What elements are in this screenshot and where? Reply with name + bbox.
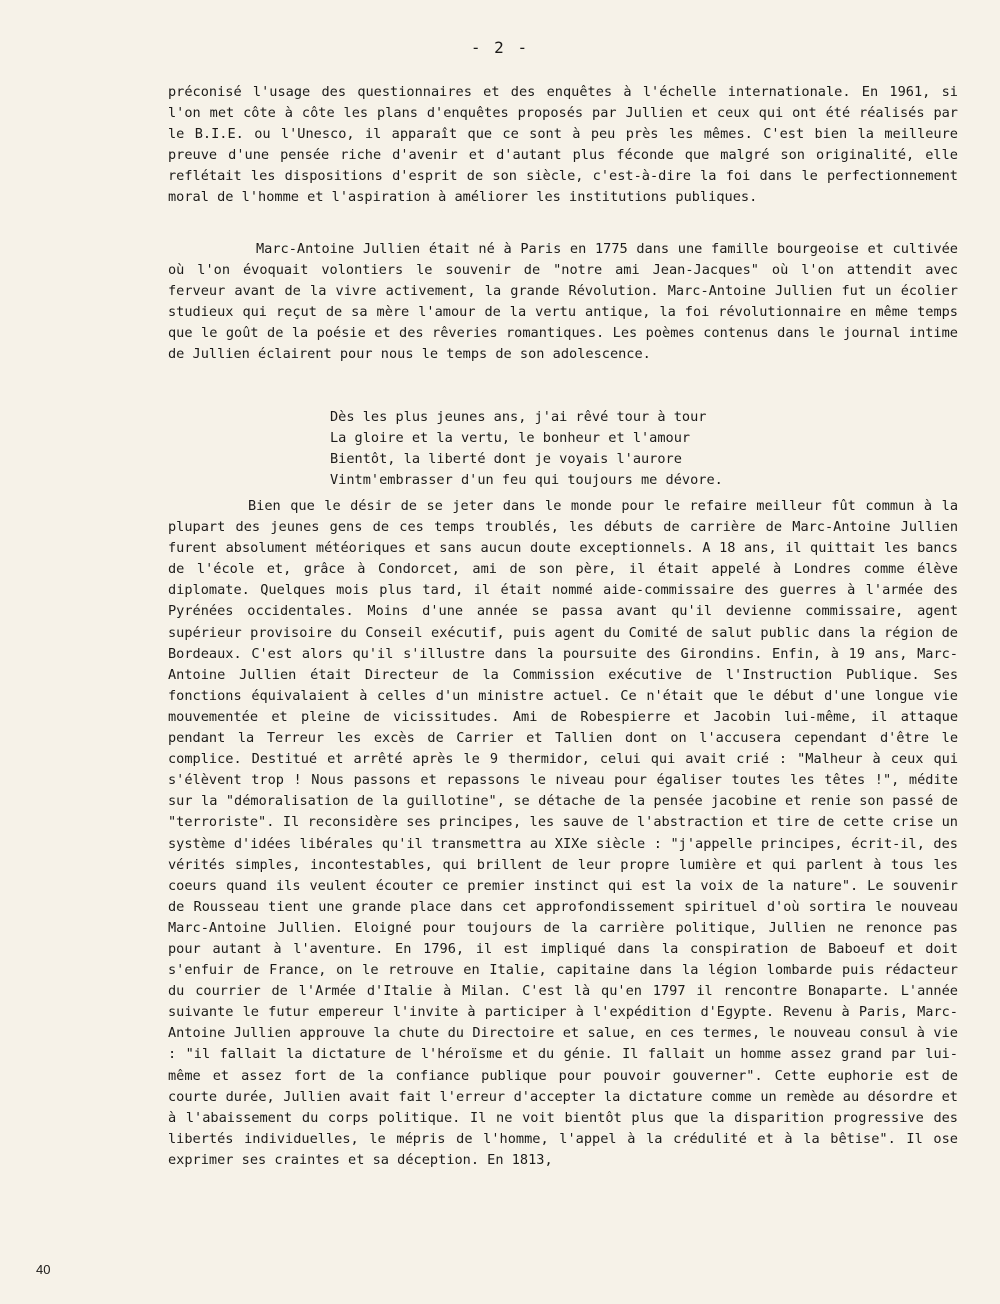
poem-line: Vintm'embrasser d'un feu qui toujours me dévore. [330, 472, 723, 488]
paragraph: préconisé l'usage des questionnaires et des enquêtes à l'échelle internationale. En 1961, si l'on met côte à côte les plans d'enquêtes proposés par Jullien et ceux qui ont été réalisés par le B.I.E. ou l'Unesco, il apparaît que ce sont à peu près les mêmes. C'est bien la meilleure preuve d'une pensée riche d'avenir et d'autant plus féconde que malgré son originalité, elle reflétait les dispositions d'esprit de son siècle, c'est-à-dire la foi dans le perfectionnement moral de l'homme et l'aspiration à améliorer les institutions publiques. [168, 84, 958, 206]
page-number: 40 [36, 1262, 51, 1277]
poem-quote [330, 407, 790, 491]
poem-line: Bientôt, la liberté dont je voyais l'aurore [330, 451, 682, 467]
paragraph: Marc-Antoine Jullien était né à Paris en 1775 dans une famille bourgeoise et cultivée où l'on évoquait volontiers le souvenir de "notre ami Jean-Jacques" où l'on attendit avec ferveur avant de la vivre activement, la grande Révolution. Marc-Antoine Jullien fut un écolier studieux qui reçut de sa mère l'amour de la vertu antique, la foi révolutionnaire en même temps que le goût de la poésie et des rêveries romantiques. Les poèmes contenus dans le journal intime de Jullien éclairent pour nous le temps de son adolescence. [168, 241, 958, 363]
paragraph: Bien que le désir de se jeter dans le monde pour le refaire meilleur fût commun à la plupart des jeunes gens de ces temps troublés, les débuts de carrière de Marc-Antoine Jullien furent absolument météoriques et sans aucun doute exceptionnels. A 18 ans, il quittait les bancs de l'école et, grâce à Condorcet, ami de son père, il était appelé à Londres comme élève diplomate. Quelques mois plus tard, il était nommé aide-commissaire des guerres à l'armée des Pyrénées occidentales. Moins d'une année se passa avant qu'il devienne commissaire, agent supérieur provisoire du Conseil exécutif, puis agent du Comité de salut public dans la région de Bordeaux. C'est alors qu'il s'illustre dans la poursuite des Girondins. Enfin, à 19 ans, Marc-Antoine Jullien était Directeur de la Commission exécutive de l'Instruction Publique. Ses fonctions équivalaient à celles d'un ministre actuel. Ce n'était que le début d'une longue vie mouvementée et pleine de vicissitudes. Ami de Robespierre et Jacobin lui-même, il attaque pendant la Terreur les excès de Carrier et Tallien dont on l'accusera cependant d'être le complice. Destitué et arrêté après le 9 thermidor, celui qui avait crié : "Malheur à ceux qui s'élèvent trop ! Nous passons et repassons le niveau pour égaliser toutes les têtes !", médite sur la "démoralisation de la guillotine", se détache de la pensée jacobine et renie son passé de "terroriste". Il reconsidère ses principes, les sauve de l'abstraction et tire de cette crise un système d'idées libérales qu'il transmettra au XIXe siècle : "j'appelle principes, écrit-il, des vérités simples, incontestables, qui brillent de leur propre lumière et qui parlent à tous les coeurs quand ils veulent écouter ce premier instinct qui est la voix de la nature". Le souvenir de Rousseau tient une grande place dans cet approfondissement spirituel d'où sortira le nouveau Marc-Antoine Jullien. Eloigné pour toujours de la carrière politique, Jullien ne renonce pas pour autant à l'aventure. En 1796, il est impliqué dans la conspiration de Baboeuf et doit s'enfuir de France, on le retrouve en Italie, capitaine dans la légion lombarde puis rédacteur du courrier de l'Armée d'Italie à Milan. C'est là qu'en 1797 il rencontre Bonaparte. L'année suivante le futur empereur l'invite à participer à l'expédition d'Egypte. Revenu à Paris, Marc-Antoine Jullien approuve la chute du Directoire et salue, en ces termes, le nouveau consul à vie : "il fallait la dictature de l'héroïsme et du génie. Il fallait un homme assez grand par lui-même et assez fort de la confiance publique pour pouvoir gouverner". Cette euphorie est de courte durée, Jullien avait fait l'erreur d'accepter la dictature comme un remède au désordre et à l'abaissement du corps politique. Il ne voit bientôt plus que la disparition progressive des libertés individuelles, le mépris de l'homme, l'appel à la crédulité et à la bêtise". Il ose exprimer ses craintes et sa déception. En 1813, [168, 498, 958, 1168]
poem-line: La gloire et la vertu, le bonheur et l'amour [330, 430, 691, 446]
poem-line: Dès les plus jeunes ans, j'ai rêvé tour à tour [330, 409, 707, 425]
page-header: - 2 - [470, 38, 530, 57]
